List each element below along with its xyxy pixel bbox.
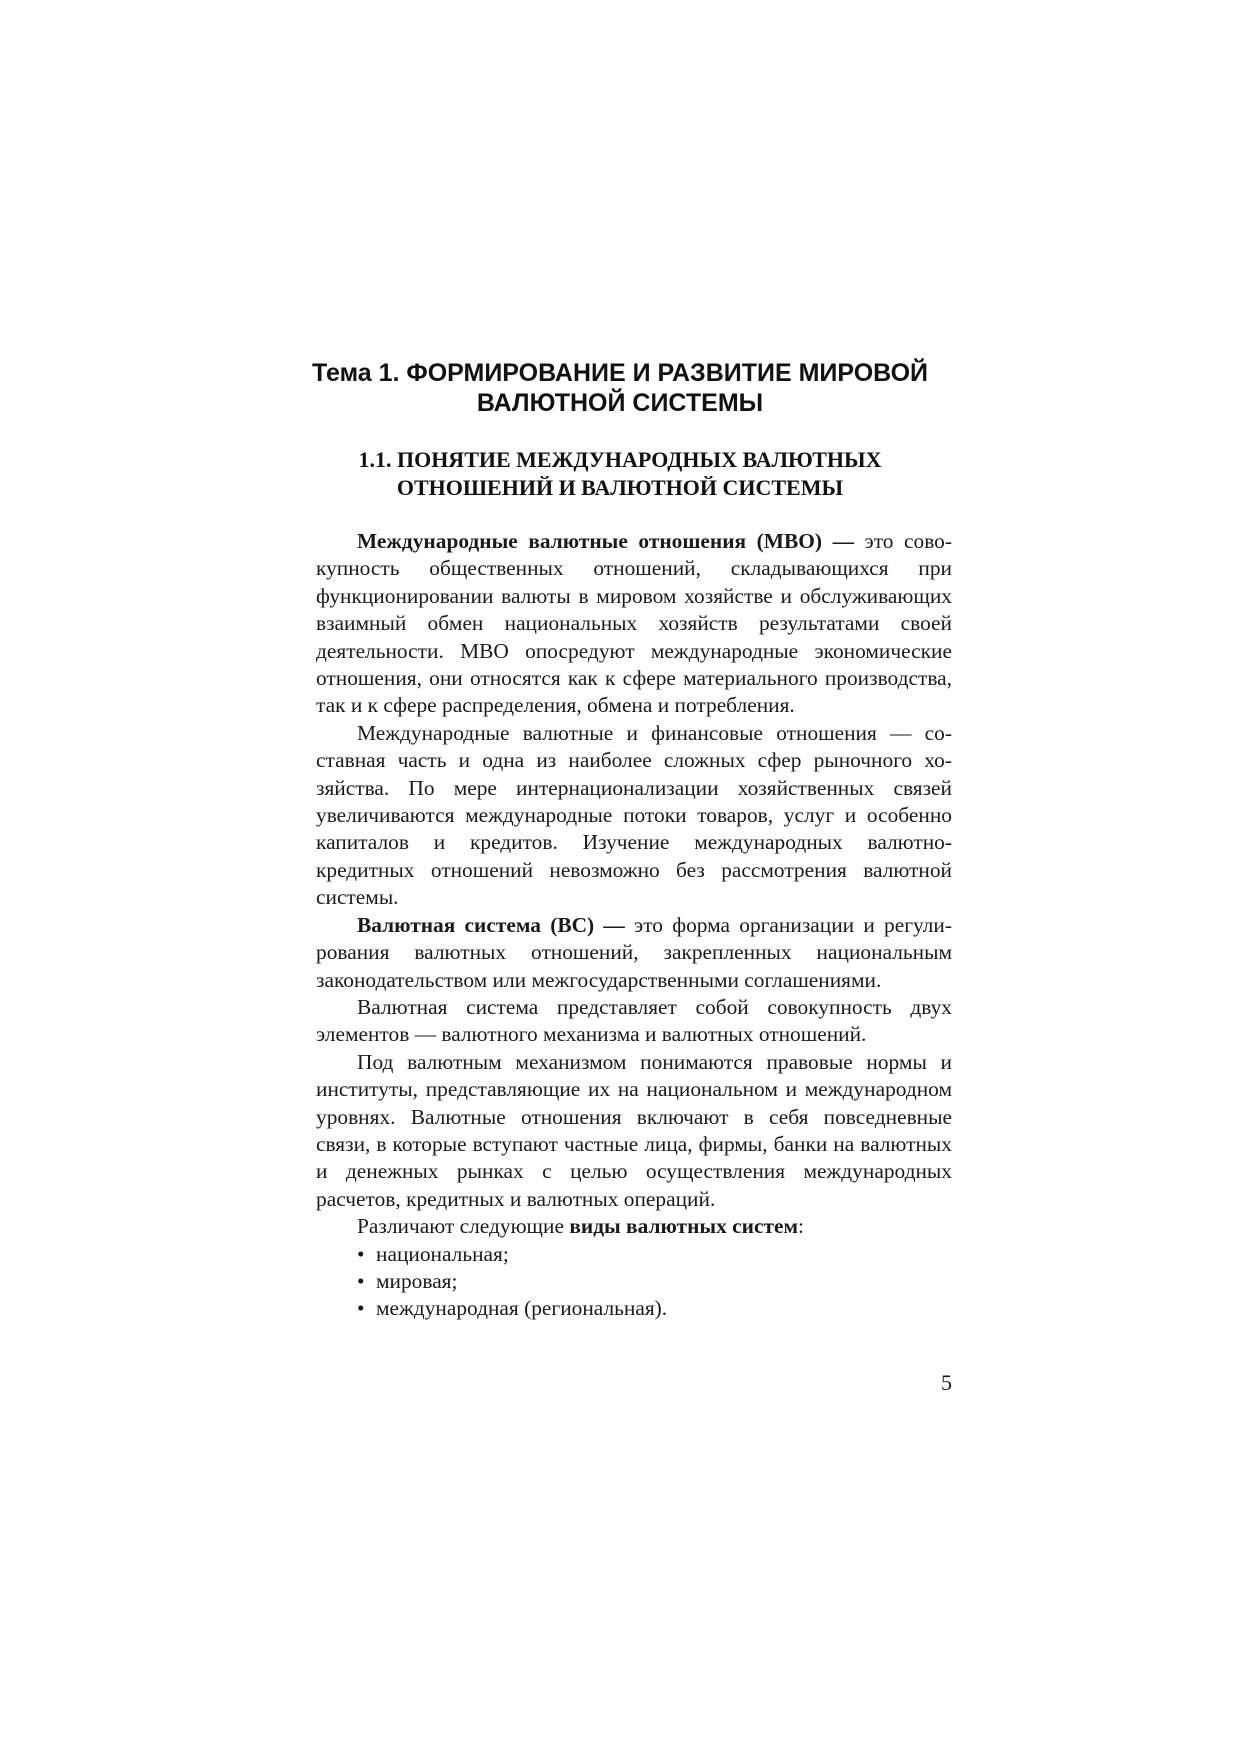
bullet-icon: • bbox=[357, 1241, 365, 1266]
list-item-text: мировая; bbox=[376, 1268, 458, 1293]
list-item bbox=[357, 1268, 952, 1295]
paragraph-mvo-definition bbox=[316, 528, 952, 720]
bullet-icon: • bbox=[357, 1296, 365, 1321]
list-item-text: международная (региональная). bbox=[376, 1296, 668, 1321]
paragraph-1-text: это совокупность общественных отношений, складывающихся при функционировании валюты в мировом хозяйстве и обслуживающих взаимный обмен национальных хозяйств результатами своей деятельности. МВО опосредуют международные экономические отношения, они относятся как к сфере материального производства, так и к сфере распределения, обмена и потребления. bbox=[316, 529, 952, 718]
bullet-icon: • bbox=[357, 1268, 365, 1293]
list-item bbox=[357, 1295, 952, 1322]
paragraph-system-types-lead bbox=[316, 1213, 952, 1240]
paragraph-financial-relations bbox=[316, 720, 952, 912]
section-title-line-2: ОТНОШЕНИЙ И ВАЛЮТНОЙ СИСТЕМЫ bbox=[396, 475, 844, 500]
paragraph-vs-elements bbox=[316, 994, 952, 1049]
list-item bbox=[357, 1241, 952, 1268]
page-number: 5 bbox=[941, 1370, 952, 1395]
term-system-types: виды валютных систем bbox=[569, 1214, 799, 1239]
section-title-line-1: 1.1. ПОНЯТИЕ МЕЖДУНАРОДНЫХ ВАЛЮТНЫХ bbox=[358, 447, 882, 472]
system-types-list bbox=[316, 1241, 952, 1323]
paragraph-currency-mechanism bbox=[316, 1049, 952, 1213]
chapter-title-line-2: ВАЛЮТНОЙ СИСТЕМЫ bbox=[476, 389, 764, 417]
section-title bbox=[290, 446, 950, 502]
list-item-text: национальная; bbox=[376, 1241, 509, 1266]
body-text bbox=[316, 528, 952, 1323]
paragraph-2-text: Международные валютные и финансовые отношения — составная часть и одна из наиболее сложных сфер рыночного хозяйства. По мере интернационализации хозяйственных связей увеличиваются международные потоки товаров, услуг и особенно капиталов и кредитов. Изучение международных валютно-кредитных отношений невозможно без рассмотрения валютной системы. bbox=[316, 720, 952, 910]
paragraph-vs-definition bbox=[316, 912, 952, 994]
paragraph-5-text: Под валютным механизмом понимаются правовые нормы и институты, представляющие их на национальном и международном уровнях. Валютные отношения включают в себя повседневные связи, в которые вступают частные лица, фирмы, банки на валютных и денежных рынках с целью осуществления международных расчетов, кредитных и валютных операций. bbox=[316, 1049, 952, 1211]
chapter-title-line-1: Тема 1. ФОРМИРОВАНИЕ И РАЗВИТИЕ МИРОВОЙ bbox=[311, 359, 929, 387]
paragraph-6-lead: Различают следующие bbox=[357, 1214, 570, 1239]
term-mvo: Международные валютные отношения (МВО) — bbox=[357, 529, 854, 553]
term-vs: Валютная система (ВС) — bbox=[357, 912, 625, 937]
paragraph-6-end: : bbox=[798, 1214, 804, 1239]
chapter-title bbox=[290, 358, 950, 418]
paragraph-3-text: это форма организации и регулирования валютных отношений, закрепленных национальным законодательством или межгосударственными соглашениями. bbox=[316, 912, 952, 992]
paragraph-4-text: Валютная система представляет собой совокупность двух элементов — валютного механизма и валютных отношений. bbox=[316, 994, 952, 1047]
